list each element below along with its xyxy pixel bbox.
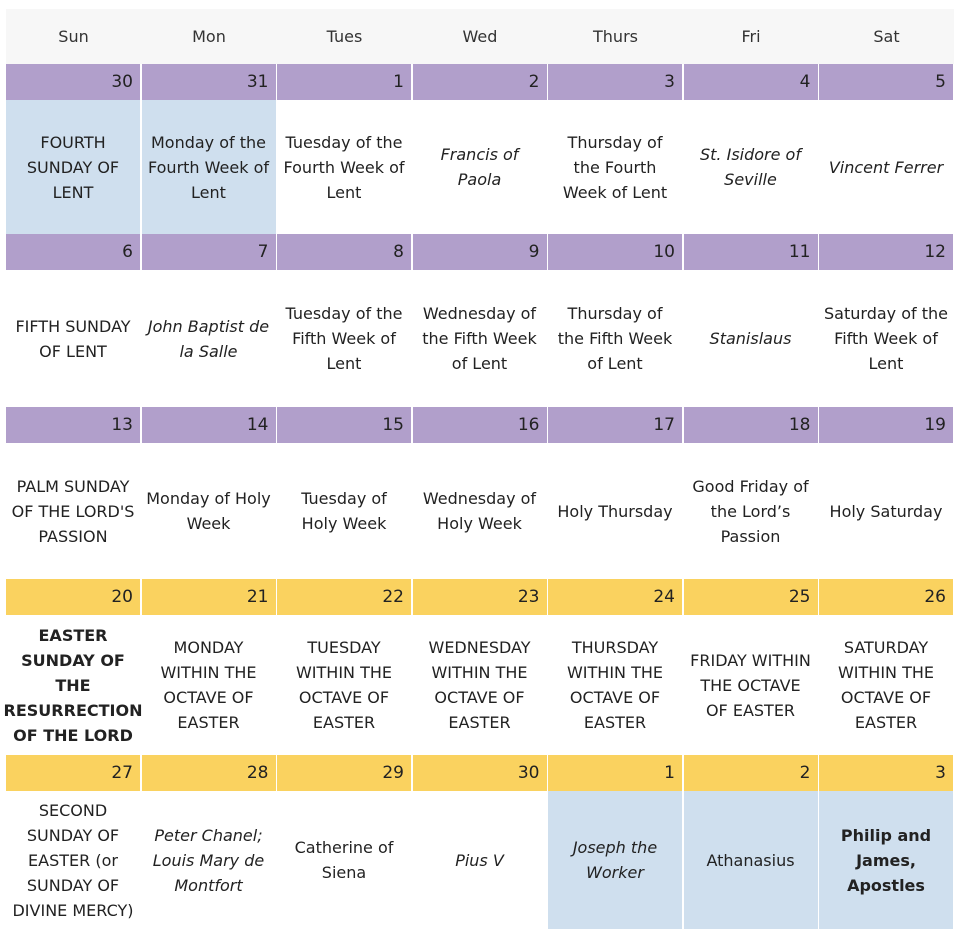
- date-number: 13: [6, 407, 141, 443]
- event-cell: Wednesday of the Fifth Week of Lent: [413, 270, 548, 407]
- event-row: [6, 443, 954, 579]
- event-cell: Athanasius: [684, 791, 819, 929]
- event-cell: Holy Thursday: [548, 443, 683, 579]
- week-row: [6, 407, 954, 579]
- week-row: [6, 234, 954, 407]
- date-number: 3: [819, 755, 954, 791]
- date-number: 29: [277, 755, 412, 791]
- weekday-thu: Thurs: [593, 27, 638, 46]
- week-row: [6, 755, 954, 929]
- event-cell: THURSDAY WITHIN THE OCTAVE OF EASTER: [548, 615, 683, 755]
- date-number-row: [6, 234, 954, 270]
- event-row: [6, 791, 954, 929]
- week-row: [3, 579, 954, 755]
- date-number: 2: [413, 64, 548, 100]
- event-cell: Peter Chanel; Louis Mary de Montfort: [142, 791, 277, 929]
- event-cell: Tuesday of Holy Week: [277, 443, 412, 579]
- date-number: 24: [548, 579, 683, 615]
- date-number: 17: [548, 407, 683, 443]
- date-number: 14: [142, 407, 277, 443]
- date-number: 23: [413, 579, 548, 615]
- weekday-mon: Mon: [192, 27, 226, 46]
- date-number: 7: [142, 234, 277, 270]
- date-number: 28: [142, 755, 277, 791]
- date-number: 26: [819, 579, 954, 615]
- event-cell: Tuesday of the Fourth Week of Lent: [277, 100, 412, 234]
- event-cell: Saturday of the Fifth Week of Lent: [819, 270, 954, 407]
- date-number: 19: [819, 407, 954, 443]
- event-row: [6, 100, 954, 234]
- date-number: 11: [684, 234, 819, 270]
- date-number: 27: [6, 755, 141, 791]
- date-number: 22: [277, 579, 412, 615]
- event-cell: Catherine of Siena: [277, 791, 412, 929]
- event-cell: Stanislaus: [684, 270, 819, 407]
- date-number: 2: [684, 755, 819, 791]
- date-number: 30: [413, 755, 548, 791]
- calendar: [3, 9, 954, 929]
- event-cell: Monday of Holy Week: [142, 443, 277, 579]
- date-number-row: [6, 64, 954, 100]
- date-number: 16: [413, 407, 548, 443]
- event-cell: Monday of the Fourth Week of Lent: [142, 100, 277, 234]
- weekday-header: [6, 9, 954, 64]
- date-number: 21: [142, 579, 277, 615]
- event-cell: John Baptist de la Salle: [142, 270, 277, 407]
- date-number: 12: [819, 234, 954, 270]
- event-cell: Joseph the Worker: [548, 791, 683, 929]
- weekday-wed: Wed: [462, 27, 498, 46]
- date-number: 6: [6, 234, 141, 270]
- event-cell: Tuesday of the Fifth Week of Lent: [277, 270, 412, 407]
- event-cell: Wednesday of Holy Week: [413, 443, 548, 579]
- date-number: 15: [277, 407, 412, 443]
- event-cell: St. Isidore of Seville: [684, 100, 819, 234]
- date-number: 25: [684, 579, 819, 615]
- event-cell: FOURTH SUNDAY OF LENT: [6, 100, 141, 234]
- event-cell: Good Friday of the Lord’s Passion: [684, 443, 819, 579]
- event-cell: WEDNESDAY WITHIN THE OCTAVE OF EASTER: [413, 615, 548, 755]
- event-cell: MONDAY WITHIN THE OCTAVE OF EASTER: [142, 615, 277, 755]
- date-number: 18: [684, 407, 819, 443]
- date-number: 30: [6, 64, 141, 100]
- event-cell: Vincent Ferrer: [819, 100, 954, 234]
- event-cell: Thursday of the Fourth Week of Lent: [548, 100, 683, 234]
- event-cell: Philip and James, Apostles: [819, 791, 954, 929]
- weekday-tue: Tues: [326, 27, 363, 46]
- date-number: 3: [548, 64, 683, 100]
- event-row: [3, 615, 954, 755]
- event-row: [6, 270, 954, 407]
- date-number: 1: [548, 755, 683, 791]
- event-cell: SATURDAY WITHIN THE OCTAVE OF EASTER: [819, 615, 954, 755]
- event-cell: SECOND SUNDAY OF EASTER (or SUNDAY OF DIVINE MERCY): [6, 791, 141, 929]
- event-cell: FRIDAY WITHIN THE OCTAVE OF EASTER: [684, 615, 819, 755]
- event-cell: Thursday of the Fifth Week of Lent: [548, 270, 683, 407]
- event-cell: FIFTH SUNDAY OF LENT: [6, 270, 141, 407]
- week-row: [6, 64, 954, 234]
- date-number: 10: [548, 234, 683, 270]
- date-number: 1: [277, 64, 412, 100]
- date-number: 4: [684, 64, 819, 100]
- event-cell: Holy Saturday: [819, 443, 954, 579]
- date-number-row: [6, 407, 954, 443]
- weekday-fri: Fri: [741, 27, 761, 46]
- date-number: 20: [6, 579, 141, 615]
- weekday-sat: Sat: [873, 27, 900, 46]
- date-number: 5: [819, 64, 954, 100]
- date-number: 9: [413, 234, 548, 270]
- event-cell: PALM SUNDAY OF THE LORD'S PASSION: [6, 443, 141, 579]
- date-number-row: [6, 755, 954, 791]
- event-cell: TUESDAY WITHIN THE OCTAVE OF EASTER: [277, 615, 412, 755]
- event-cell: EASTER SUNDAY OF THE RESURRECTION OF THE LORD: [6, 615, 141, 755]
- date-number-row: [6, 579, 954, 615]
- date-number: 8: [277, 234, 412, 270]
- event-cell: Francis of Paola: [413, 100, 548, 234]
- weekday-sun: Sun: [58, 27, 89, 46]
- event-cell: Pius V: [413, 791, 548, 929]
- date-number: 31: [142, 64, 277, 100]
